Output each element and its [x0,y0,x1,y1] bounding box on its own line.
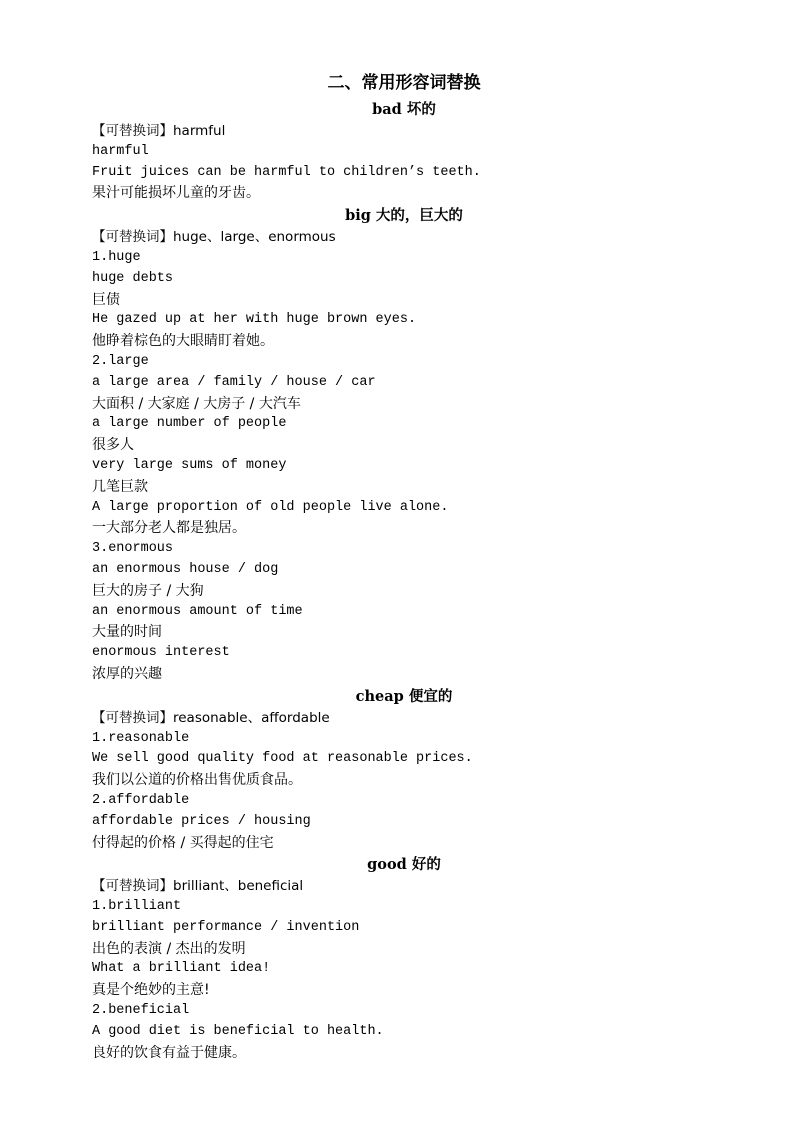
example-line: 3.enormous [92,541,174,557]
example-line: 2.affordable [92,792,190,808]
example-line: a large area / family / house / car [92,374,376,390]
translation-line: 一大部分老人都是独居。 [92,520,246,537]
example-line: 2.beneficial [92,1003,190,1019]
example-line: 1.reasonable [92,730,190,746]
example-line: brilliant performance / invention [92,919,360,935]
example-line: 1.huge [92,249,141,265]
vocab-section [92,685,704,854]
section-heading: good 好的 [367,856,441,874]
vocab-section [92,853,704,1063]
translation-line: 很多人 [92,437,134,454]
example-line: an enormous amount of time [92,603,303,619]
page-title: 二、常用形容词替换 [327,73,481,93]
example-line: harmful [92,143,149,159]
translation-line: 真是个绝妙的主意! [92,982,210,999]
vocab-section [92,98,704,204]
translation-line: 我们以公道的价格出售优质食品。 [92,772,302,789]
example-line: 1.brilliant [92,899,182,915]
translation-line: 浓厚的兴趣 [92,665,162,682]
example-line: huge debts [92,270,174,286]
synonyms-label: 【可替换词】harmful [92,123,226,139]
translation-line: 良好的饮食有益于健康。 [92,1044,246,1061]
example-line: affordable prices / housing [92,813,311,829]
example-line: very large sums of money [92,457,287,473]
section-heading: big 大的，巨大的 [345,207,463,225]
translation-line: 大量的时间 [92,624,162,641]
translation-line: 大面积 / 大家庭 / 大房子 / 大汽车 [92,395,301,412]
example-line: He gazed up at her with huge brown eyes. [92,312,417,328]
vocab-section [92,204,704,685]
example-line: an enormous house / dog [92,561,279,577]
sections-container [92,98,704,1063]
translation-line: 他睁着棕色的大眼睛盯着她。 [92,333,274,350]
example-line: A large proportion of old people live alone. [92,499,449,515]
example-line: enormous interest [92,645,230,661]
example-line: Fruit juices can be harmful to children’s teeth. [92,164,481,180]
synonyms-label: 【可替换词】brilliant、beneficial [92,878,304,895]
translation-line: 巨大的房子 / 大狗 [92,582,204,599]
example-line: A good diet is beneficial to health. [92,1023,384,1039]
translation-line: 付得起的价格 / 买得起的住宅 [92,834,274,851]
example-line: a large number of people [92,416,287,432]
synonyms-label: 【可替换词】reasonable、affordable [92,709,330,726]
example-line: What a brilliant idea! [92,961,271,977]
translation-line: 巨债 [92,291,120,308]
example-line: 2.large [92,353,149,369]
section-heading: cheap 便宜的 [355,687,453,705]
translation-line: 出色的表演 / 杰出的发明 [92,940,246,957]
translation-line: 果汁可能损坏儿童的牙齿。 [92,185,260,202]
translation-line: 几笔巨款 [92,478,148,495]
section-heading: bad 坏的 [372,101,436,118]
synonyms-label: 【可替换词】huge、large、enormous [92,229,336,246]
example-line: We sell good quality food at reasonable prices. [92,751,473,767]
